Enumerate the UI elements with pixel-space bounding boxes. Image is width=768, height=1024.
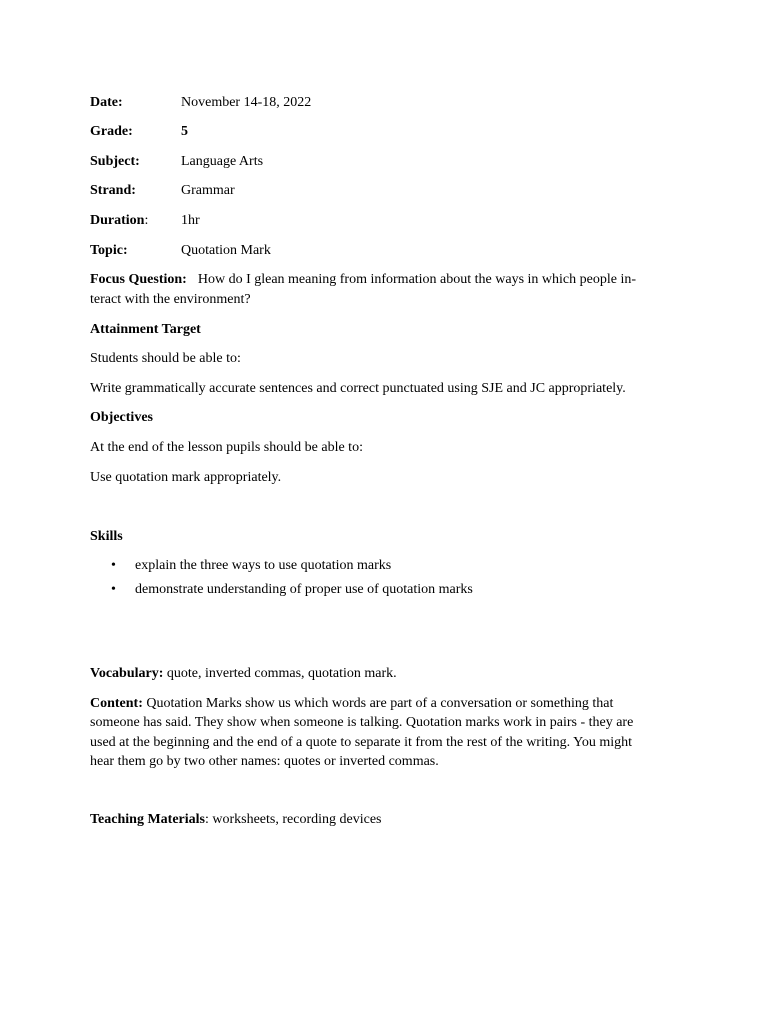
content-line1 xyxy=(90,694,613,713)
content-line2: someone has said. They show when someone is talking. Quotation marks work in pairs - they are xyxy=(90,715,634,730)
strand-label: Strand: xyxy=(90,183,136,198)
teaching-materials-line xyxy=(90,810,381,829)
skill-text: explain the three ways to use quotation marks xyxy=(135,558,392,573)
content-label: Content: xyxy=(90,696,143,711)
skill-text: demonstrate understanding of proper use of quotation marks xyxy=(135,582,473,597)
date-value: November 14-18, 2022 xyxy=(181,95,312,110)
content-line3: used at the beginning and the end of a quote to separate it from the rest of the writing. You might xyxy=(90,735,632,750)
vocabulary-label: Vocabulary: xyxy=(90,666,164,681)
list-item xyxy=(90,580,473,604)
subject-value: Language Arts xyxy=(181,154,264,169)
grade-label: Grade: xyxy=(90,124,133,139)
list-item xyxy=(90,556,473,580)
focus-question-text: How do I glean meaning from information about the ways in which people in- xyxy=(197,272,637,287)
duration-label: Duration xyxy=(90,213,145,228)
strand-value: Grammar xyxy=(181,183,235,198)
bullet-icon: • xyxy=(111,582,116,597)
duration-label-row xyxy=(90,211,148,230)
topic-label: Topic: xyxy=(90,243,128,258)
focus-question-label: Focus Question: xyxy=(90,272,187,287)
objectives-item: Use quotation mark appropriately. xyxy=(90,470,282,485)
date-label: Date: xyxy=(90,95,123,110)
grade-value: 5 xyxy=(181,124,188,139)
skills-heading: Skills xyxy=(90,529,123,544)
teaching-materials-text: : worksheets, recording devices xyxy=(204,812,382,827)
attainment-statement: Write grammatically accurate sentences and correct punctuated using SJE and JC appropriately. xyxy=(90,381,626,396)
duration-colon: : xyxy=(144,213,149,228)
teaching-materials-label: Teaching Materials xyxy=(90,812,205,827)
focus-question-line2: teract with the environment? xyxy=(90,292,251,307)
attainment-heading: Attainment Target xyxy=(90,322,201,337)
topic-value: Quotation Mark xyxy=(181,243,271,258)
subject-label: Subject: xyxy=(90,154,140,169)
duration-value: 1hr xyxy=(181,213,200,228)
focus-question-line1 xyxy=(90,270,636,289)
vocabulary-line xyxy=(90,664,397,683)
objectives-heading: Objectives xyxy=(90,410,153,425)
skills-list xyxy=(90,556,473,604)
bullet-icon: • xyxy=(111,558,116,573)
content-line4: hear them go by two other names: quotes or inverted commas. xyxy=(90,754,439,769)
vocabulary-text: quote, inverted commas, quotation mark. xyxy=(163,666,397,681)
content-text: Quotation Marks show us which words are part of a conversation or something that xyxy=(142,696,614,711)
attainment-intro: Students should be able to: xyxy=(90,351,241,366)
objectives-intro: At the end of the lesson pupils should be able to: xyxy=(90,440,363,455)
